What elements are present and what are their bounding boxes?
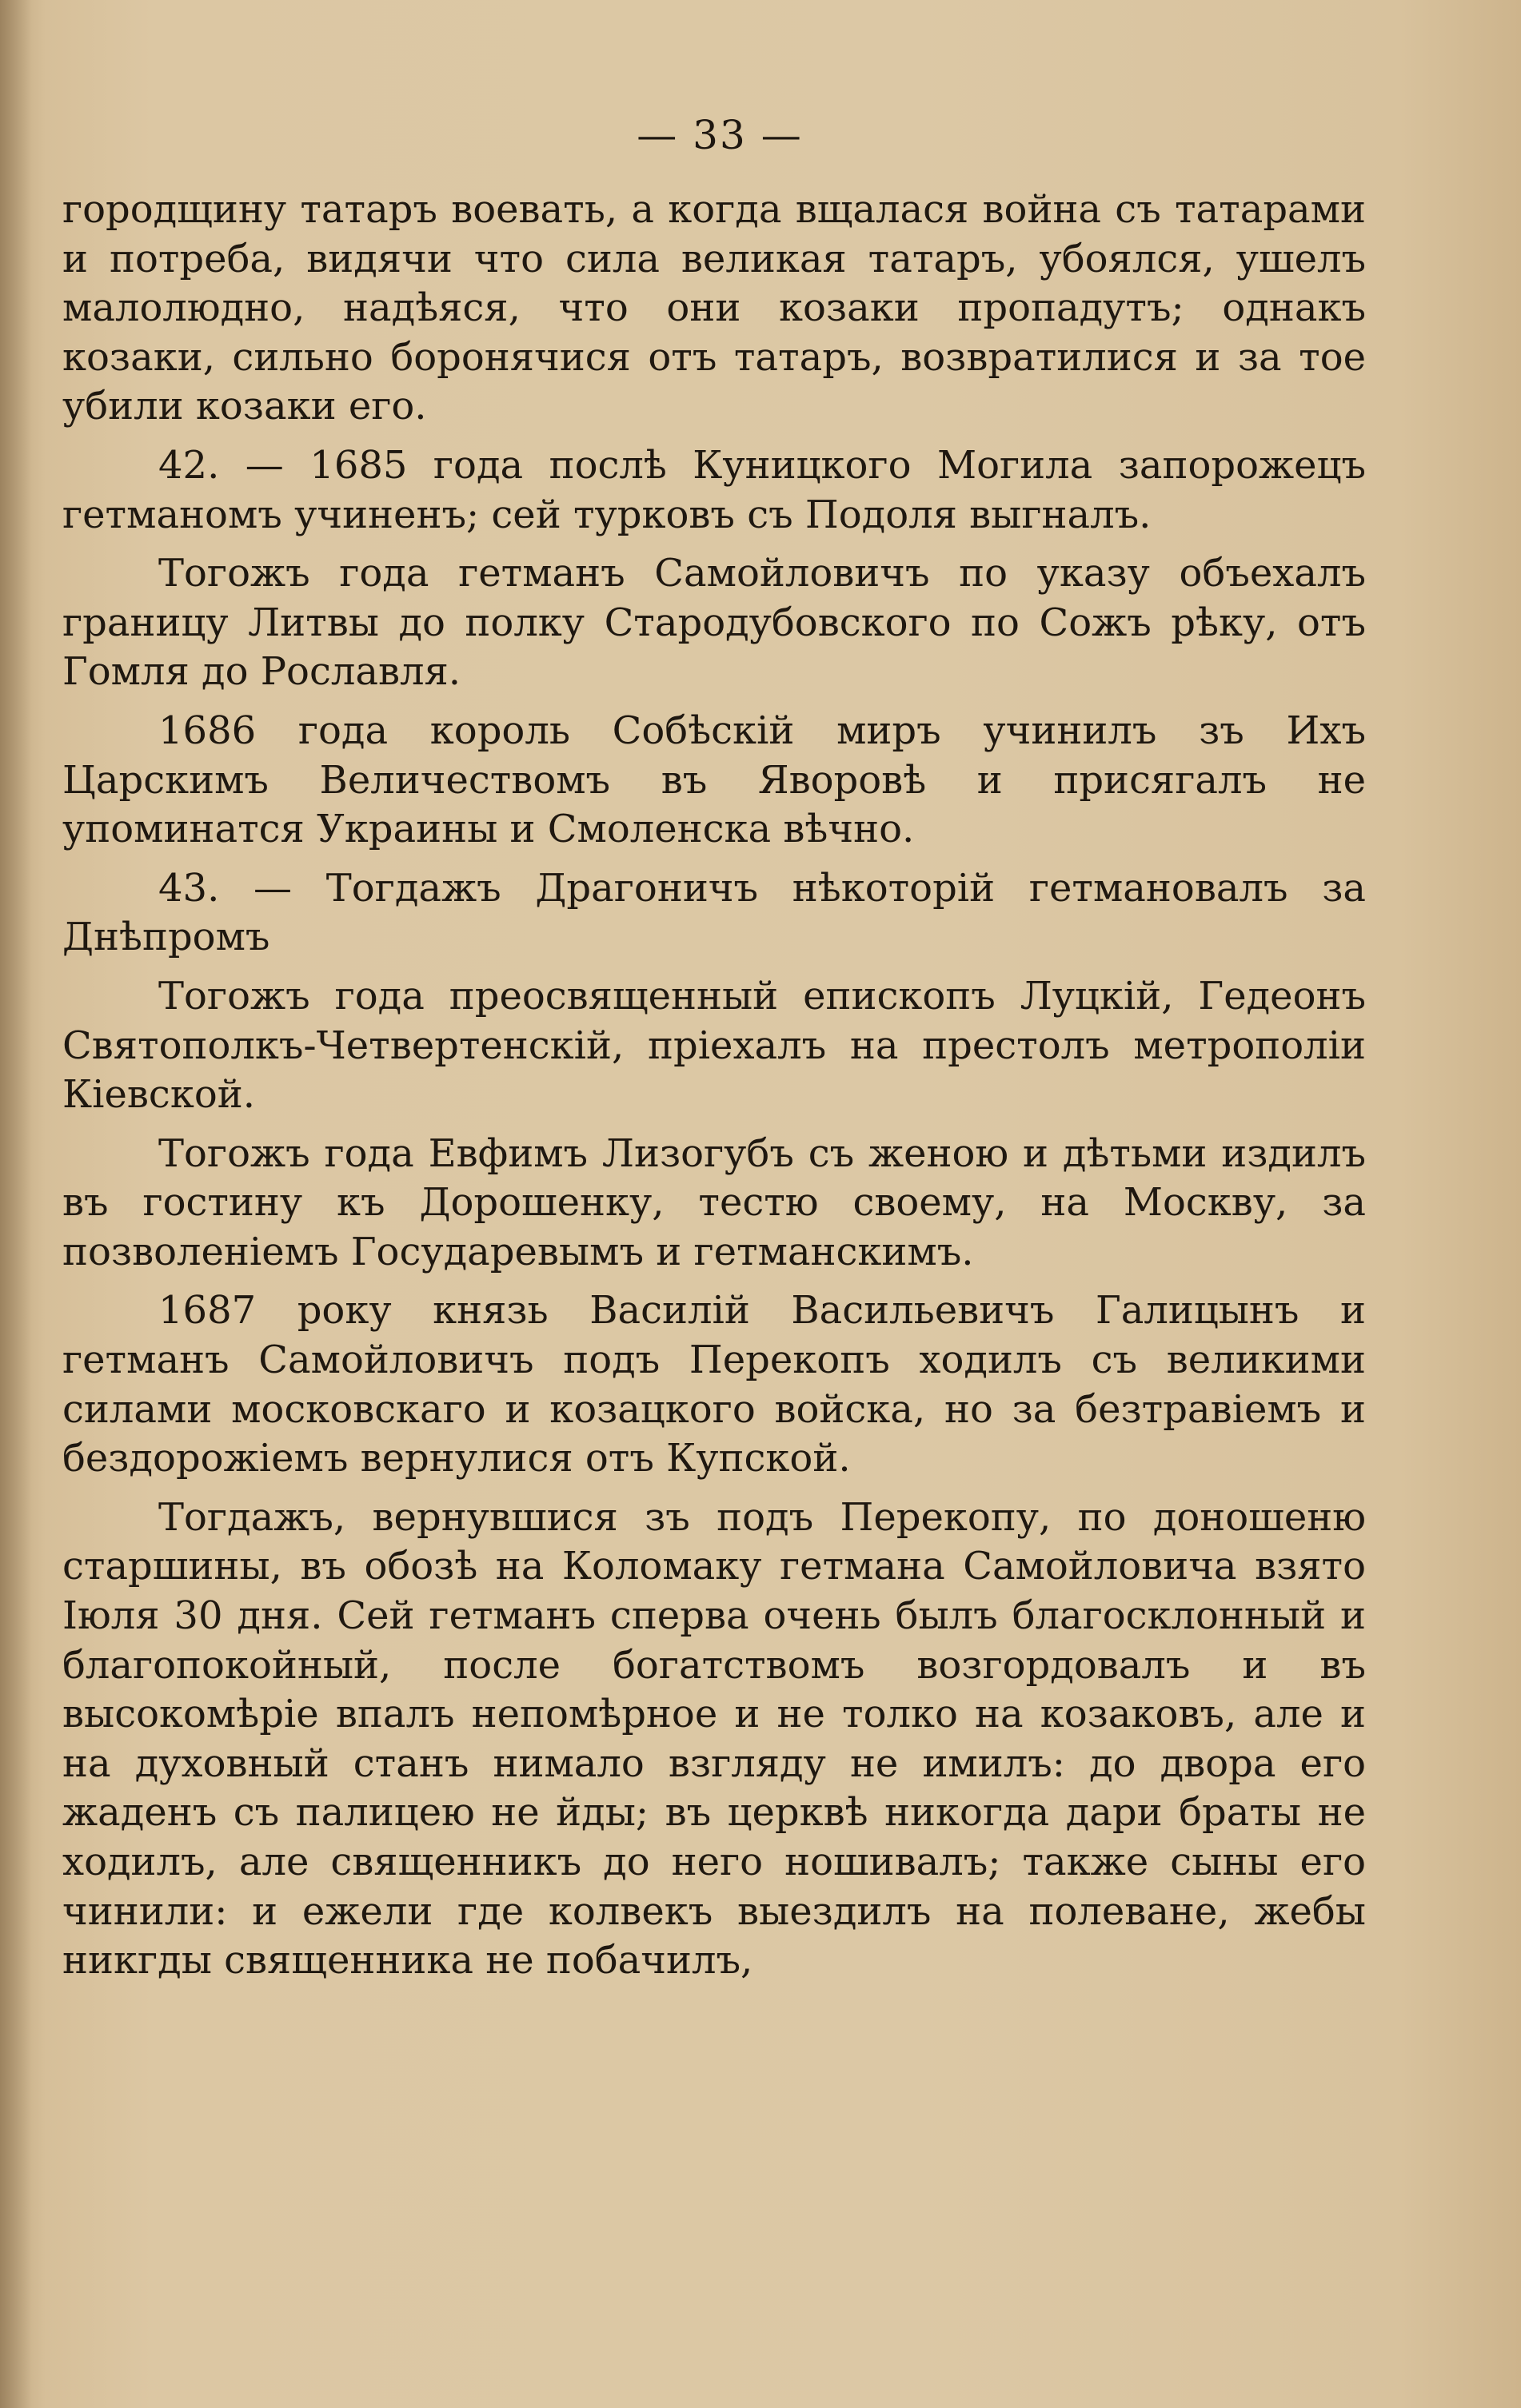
paragraph-lizogub: Тогожъ года Евфимъ Лизогубъ съ женою и дѣтьми издилъ въ гостину къ Дорошенку, тестю своему, на Москву, за позволеніемъ Государевымъ и гетманскимъ. (62, 1130, 1366, 1274)
paragraph-kolomak: Тогдажъ, вернувшися зъ подъ Перекопу, по доношеню старшины, въ обозѣ на Коломаку гетмана Самойловича взято Іюля 30 дня. Сей гетманъ сперва очень былъ благосклонный и благопокойный, после богатствомъ возгордовалъ и въ высокомѣріе впалъ непомѣрное и не толко на козаковъ, але и на духовный станъ нимало взгляду не имилъ: до двора его жаденъ съ палицею не йды; въ церквѣ никогда дари браты не ходилъ, але священникъ до него ношивалъ; также сыны его чинили: и ежели где колвекъ выездилъ на полеване, жебы никгды священника не побачилъ, (62, 1494, 1366, 1983)
paragraph-42: 42. — 1685 года послѣ Куницкого Могила запорожецъ гетманомъ учиненъ; сей турковъ съ Подоля выгналъ. (62, 442, 1366, 537)
paragraph-1687: 1687 року князь Василій Васильевичъ Галицынъ и гетманъ Самойловичъ подъ Перекопъ ходилъ съ великими силами московскаго и козацкого войска, но за безтравіемъ и бездорожіемъ вернулися отъ Купской. (62, 1288, 1366, 1481)
paragraph-1686: 1686 года король Собѣскій миръ учинилъ зъ Ихъ Царскимъ Величествомъ въ Яворовѣ и присягалъ не упоминатся Украины и Смоленска вѣчно. (62, 708, 1366, 852)
paragraph-gedeon: Тогожъ года преосвященный епископъ Луцкій, Гедеонъ Святополкъ-Четвертенскій, пріехалъ на престолъ метрополіи Кіевской. (62, 973, 1366, 1118)
paragraph-43: 43. — Тогдажъ Драгоничъ нѣкоторій гетмановалъ за Днѣпромъ (62, 865, 1366, 960)
paragraph-samoilovich-border: Тогожъ года гетманъ Самойловичъ по указу объехалъ границу Литвы до полку Стародубовского по Сожъ рѣку, отъ Гомля до Рославля. (62, 551, 1366, 695)
spine-shadow (0, 0, 32, 2408)
paragraph-continuation: городщину татаръ воевать, а когда вщалася война съ татарами и потреба, видячи что сила великая татаръ, убоялся, ушелъ малолюдно, надѣяся, что они козаки пропадутъ; однакъ козаки, сильно боронячися отъ татаръ, возвратилися и за тое убили козаки его. (62, 187, 1366, 429)
page-number: — 33 — (637, 112, 803, 158)
body-text (62, 185, 1366, 1986)
